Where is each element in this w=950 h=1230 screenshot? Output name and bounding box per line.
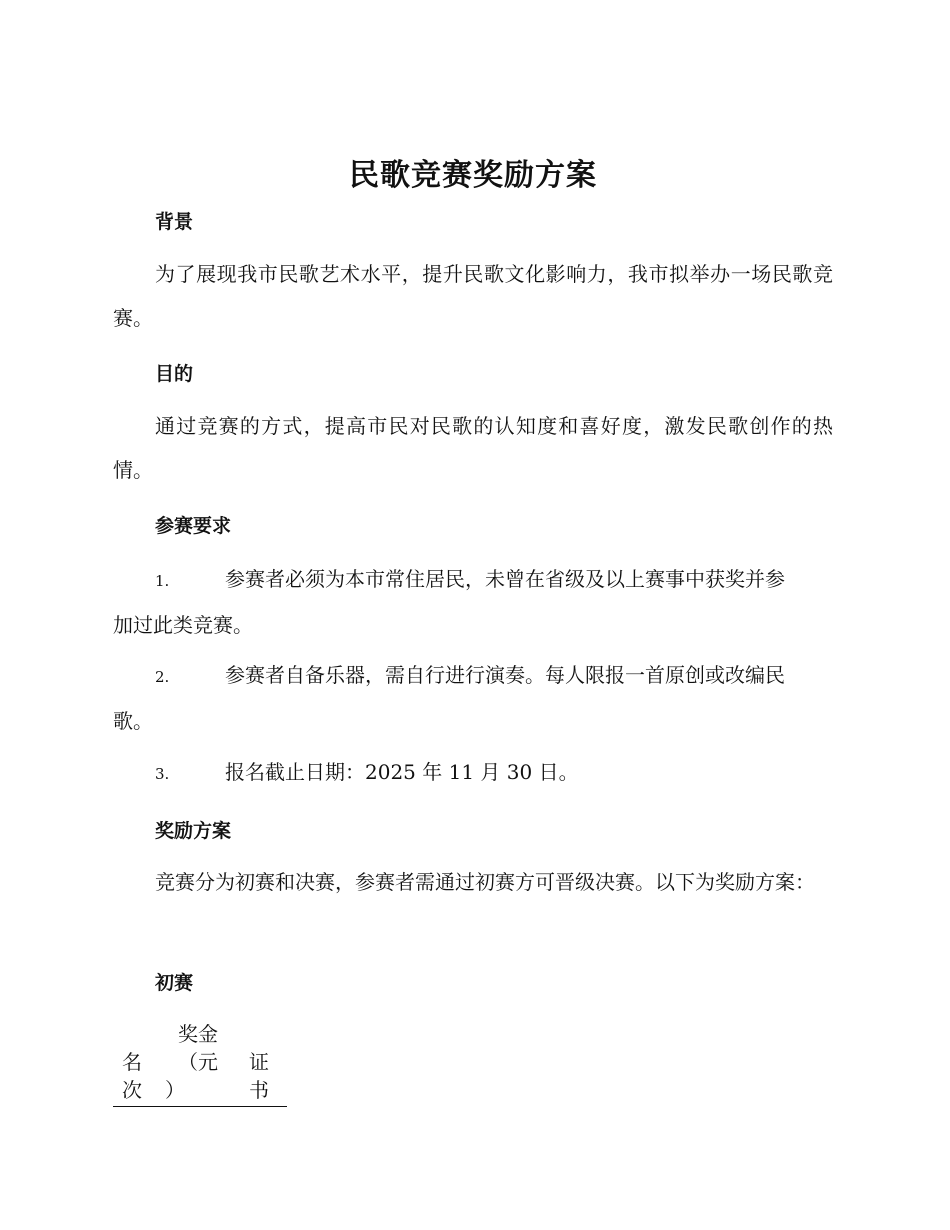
paragraph-rewards: 竞赛分为初赛和决赛，参赛者需通过初赛方可晋级决赛。以下为奖励方案： xyxy=(155,870,815,894)
header-prize-line: ） xyxy=(165,1078,185,1102)
list-text-continued: 加过此类竞赛。 xyxy=(113,613,253,637)
header-prize-line: （元 xyxy=(178,1050,218,1074)
paragraph-background: 为了展现我市民歌艺术水平，提升民歌文化影响力，我市拟举办一场民歌竞赛。 xyxy=(113,262,833,330)
list-text: 参赛者必须为本市常住居民，未曾在省级及以上赛事中获奖并参 xyxy=(225,567,785,591)
header-prize-line: 奖金 xyxy=(178,1022,218,1046)
header-rank-line: 次 xyxy=(122,1078,142,1102)
header-rank-line: 名 xyxy=(122,1050,142,1074)
list-item xyxy=(113,750,833,796)
list-number: 1. xyxy=(155,572,170,590)
list-text: 报名截止日期：2025 年 11 月 30 日。 xyxy=(225,760,579,784)
table-header-row xyxy=(113,1020,287,1107)
document-title: 民歌竞赛奖励方案 xyxy=(349,158,597,193)
heading-rewards: 奖励方案 xyxy=(155,820,232,842)
list-number: 2. xyxy=(155,668,170,686)
list-text: 参赛者自备乐器，需自行进行演奏。每人限报一首原创或改编民 xyxy=(225,663,785,687)
header-rank xyxy=(113,1020,151,1107)
paragraph-purpose: 通过竞赛的方式，提高市民对民歌的认知度和喜好度，激发民歌创作的热情。 xyxy=(113,414,833,482)
preliminary-prize-table xyxy=(113,1020,287,1107)
list-item xyxy=(113,557,833,647)
header-cert-line: 书 xyxy=(249,1078,269,1102)
heading-purpose: 目的 xyxy=(155,363,194,385)
list-item xyxy=(113,653,833,743)
list-number: 3. xyxy=(155,765,170,783)
heading-background: 背景 xyxy=(155,211,194,233)
header-certificate xyxy=(231,1020,287,1107)
header-prize xyxy=(151,1020,231,1107)
heading-preliminary: 初赛 xyxy=(155,972,194,994)
header-cert-line: 证 xyxy=(249,1050,269,1074)
list-text-continued: 歌。 xyxy=(113,709,153,733)
heading-requirements: 参赛要求 xyxy=(155,515,232,537)
